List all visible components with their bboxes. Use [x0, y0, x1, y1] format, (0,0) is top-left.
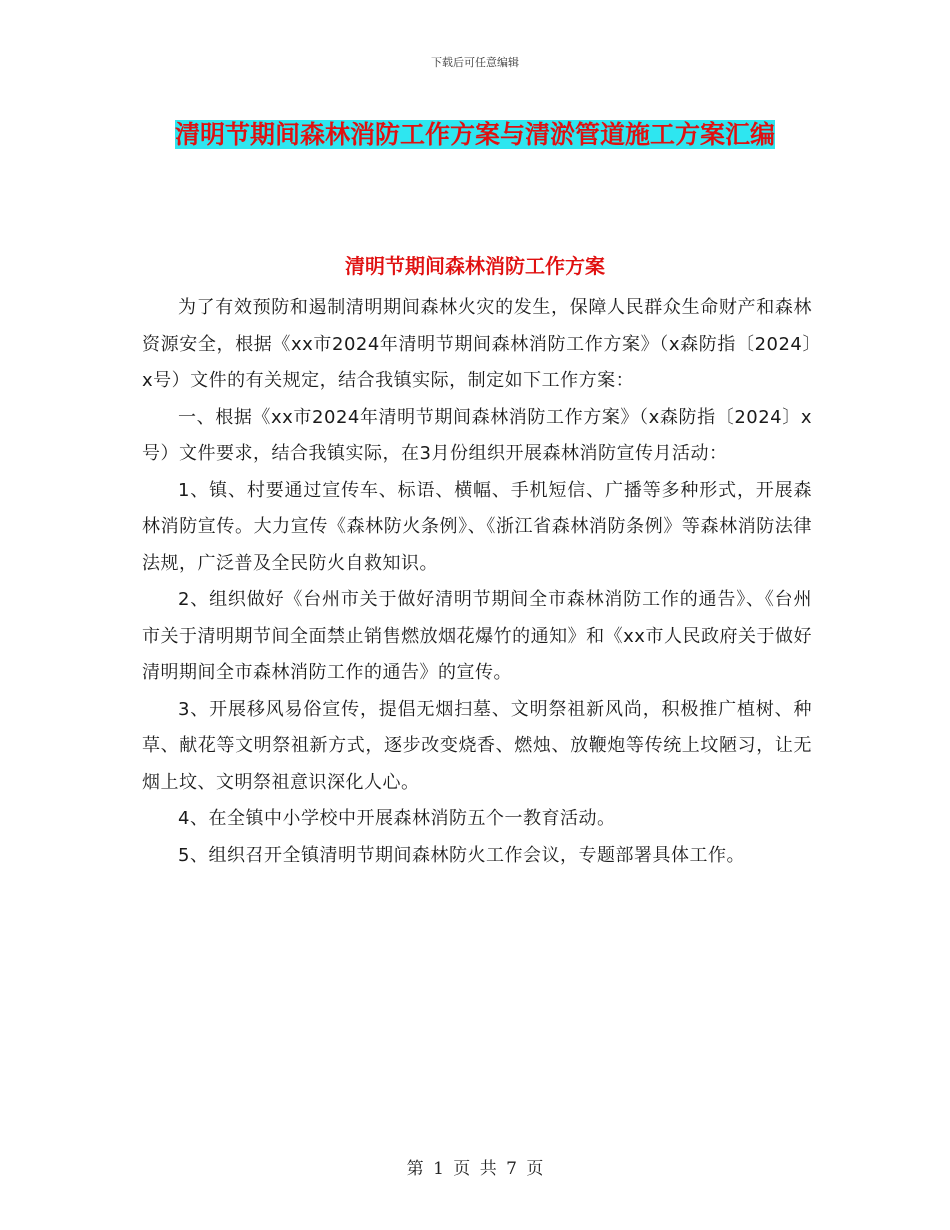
paragraph: 一、根据《xx市2024年清明节期间森林消防工作方案》（x森防指〔2024〕x号）文件要求，结合我镇实际，在3月份组织开展森林消防宣传月活动： [142, 406, 812, 464]
body-text [142, 290, 812, 874]
paragraph: 1、镇、村要通过宣传车、标语、横幅、手机短信、广播等多种形式，开展森林消防宣传。大力宣传《森林防火条例》、《浙江省森林消防条例》等森林消防法律法规，广泛普及全民防火自救知识。 [142, 479, 812, 574]
document-title [140, 112, 810, 158]
paragraph: 4、在全镇中小学校中开展森林消防五个一教育活动。 [178, 808, 616, 829]
header-note: 下载后可任意编辑 [431, 56, 519, 69]
paragraph: 为了有效预防和遏制清明期间森林火灾的发生，保障人民群众生命财产和森林资源安全，根据《xx市2024年清明节期间森林消防工作方案》（x森防指〔2024〕x号）文件的有关规定，结合我镇实际，制定如下工作方案： [142, 297, 812, 391]
page-number-footer: 第 1 页 共 7 页 [406, 1159, 544, 1179]
section-title: 清明节期间森林消防工作方案 [345, 254, 605, 278]
paragraph: 2、组织做好《台州市关于做好清明节期间全市森林消防工作的通告》、《台州市关于清明期节间全面禁止销售燃放烟花爆竹的通知》和《xx市人民政府关于做好清明期间全市森林消防工作的通告》的宣传。 [142, 589, 812, 683]
document-title-text: 清明节期间森林消防工作方案与清淤管道施工方案汇编 [174, 120, 775, 149]
paragraph: 5、组织召开全镇清明节期间森林防火工作会议，专题部署具体工作。 [178, 844, 745, 866]
paragraph: 3、开展移风易俗宣传，提倡无烟扫墓、文明祭祖新风尚，积极推广植树、种草、献花等文明祭祖新方式，逐步改变烧香、燃烛、放鞭炮等传统上坟陋习，让无烟上坟、文明祭祖意识深化人心。 [142, 698, 812, 793]
